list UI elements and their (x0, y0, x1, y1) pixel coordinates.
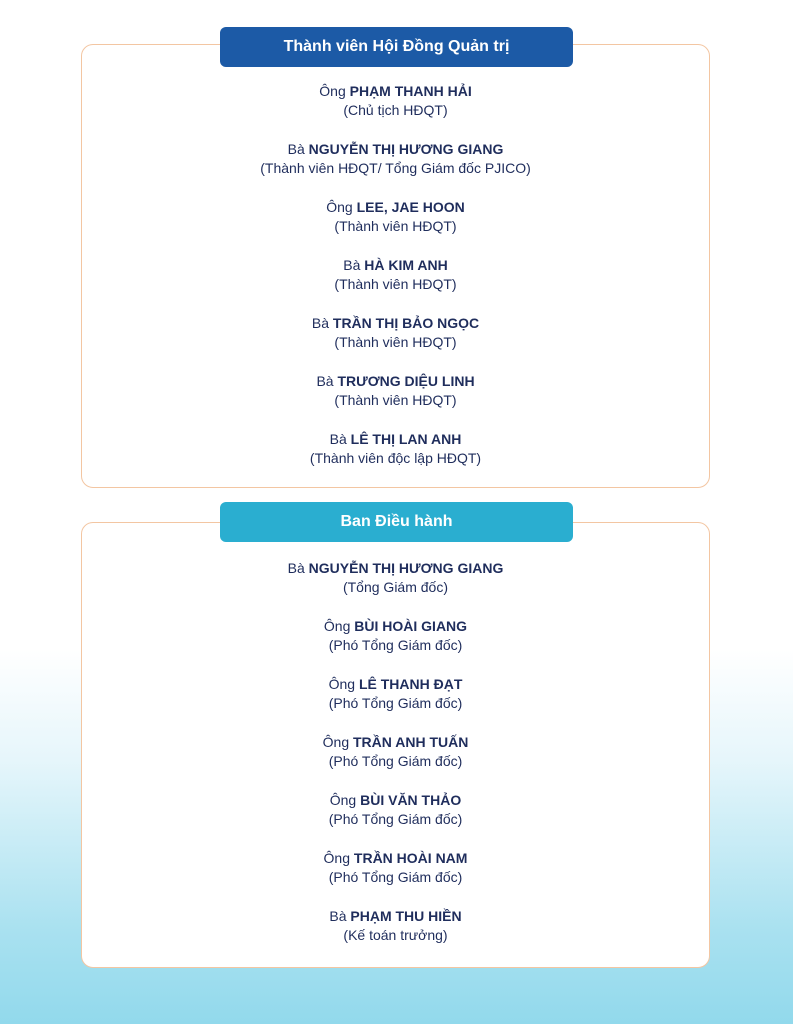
member-name (81, 849, 710, 868)
executive-member (81, 617, 710, 675)
member-name (81, 733, 710, 752)
member-fullname: BÙI HOÀI GIANG (354, 618, 468, 634)
member-role: (Phó Tổng Giám đốc) (328, 869, 463, 885)
member-name (81, 791, 710, 810)
member-honorific: Bà (311, 315, 329, 331)
board-member (81, 314, 710, 372)
member-name (81, 140, 710, 159)
member-name (81, 559, 710, 578)
member-honorific: Ông (323, 850, 351, 866)
board-member (81, 372, 710, 430)
member-honorific: Ông (329, 792, 357, 808)
executive-member (81, 675, 710, 733)
executive-member (81, 907, 710, 965)
member-role: (Thành viên HĐQT/ Tổng Giám đốc PJICO) (260, 160, 531, 176)
board-member (81, 140, 710, 198)
executive-member (81, 849, 710, 907)
member-name (81, 907, 710, 926)
member-name (81, 430, 710, 449)
member-fullname: HÀ KIM ANH (364, 257, 448, 273)
member-role: (Thành viên HĐQT) (334, 276, 457, 292)
member-honorific: Bà (343, 257, 361, 273)
member-honorific: Bà (316, 373, 334, 389)
member-role: (Phó Tổng Giám đốc) (328, 753, 463, 769)
member-role: (Thành viên HĐQT) (334, 392, 457, 408)
member-fullname: TRẦN THỊ BẢO NGỌC (332, 315, 480, 331)
member-role: (Chủ tịch HĐQT) (343, 102, 448, 118)
member-name (81, 198, 710, 217)
member-honorific: Bà (287, 141, 305, 157)
member-role: (Thành viên độc lập HĐQT) (309, 450, 482, 466)
member-honorific: Ông (328, 676, 356, 692)
member-role: (Tổng Giám đốc) (342, 579, 449, 595)
member-role: (Phó Tổng Giám đốc) (328, 695, 463, 711)
member-fullname: LÊ THANH ĐẠT (358, 676, 463, 692)
member-fullname: LEE, JAE HOON (356, 199, 465, 215)
member-name (81, 617, 710, 636)
member-role: (Phó Tổng Giám đốc) (328, 637, 463, 653)
member-fullname: TRẦN HOÀI NAM (353, 850, 468, 866)
executive-member (81, 791, 710, 849)
member-role: (Kế toán trưởng) (343, 927, 448, 943)
member-honorific: Bà (287, 560, 305, 576)
member-name (81, 675, 710, 694)
member-honorific: Bà (329, 908, 347, 924)
executive-member (81, 733, 710, 791)
member-role: (Thành viên HĐQT) (334, 218, 457, 234)
board-member (81, 82, 710, 140)
member-honorific: Bà (329, 431, 347, 447)
member-honorific: Ông (323, 618, 351, 634)
member-fullname: LÊ THỊ LAN ANH (350, 431, 462, 447)
member-fullname: NGUYỄN THỊ HƯƠNG GIANG (308, 560, 504, 576)
member-name (81, 256, 710, 275)
member-fullname: BÙI VĂN THẢO (360, 792, 462, 808)
executive-member (81, 559, 710, 617)
board-member (81, 198, 710, 256)
member-name (81, 82, 710, 101)
member-honorific: Ông (322, 734, 350, 750)
executive-header: Ban Điều hành (220, 502, 573, 542)
member-name (81, 372, 710, 391)
member-role: (Phó Tổng Giám đốc) (328, 811, 463, 827)
board-header: Thành viên Hội Đồng Quản trị (220, 27, 573, 67)
executive-member-list (81, 559, 710, 965)
member-name (81, 314, 710, 333)
member-fullname: TRẦN ANH TUẤN (353, 734, 469, 750)
board-member (81, 256, 710, 314)
member-honorific: Ông (326, 199, 353, 215)
member-fullname: PHẠM THANH HẢI (349, 83, 472, 99)
member-fullname: TRƯƠNG DIỆU LINH (337, 373, 475, 389)
member-role: (Thành viên HĐQT) (334, 334, 457, 350)
member-fullname: NGUYỄN THỊ HƯƠNG GIANG (308, 141, 504, 157)
member-fullname: PHẠM THU HIỀN (350, 908, 462, 924)
board-member (81, 430, 710, 488)
board-member-list (81, 82, 710, 488)
member-honorific: Ông (319, 83, 346, 99)
